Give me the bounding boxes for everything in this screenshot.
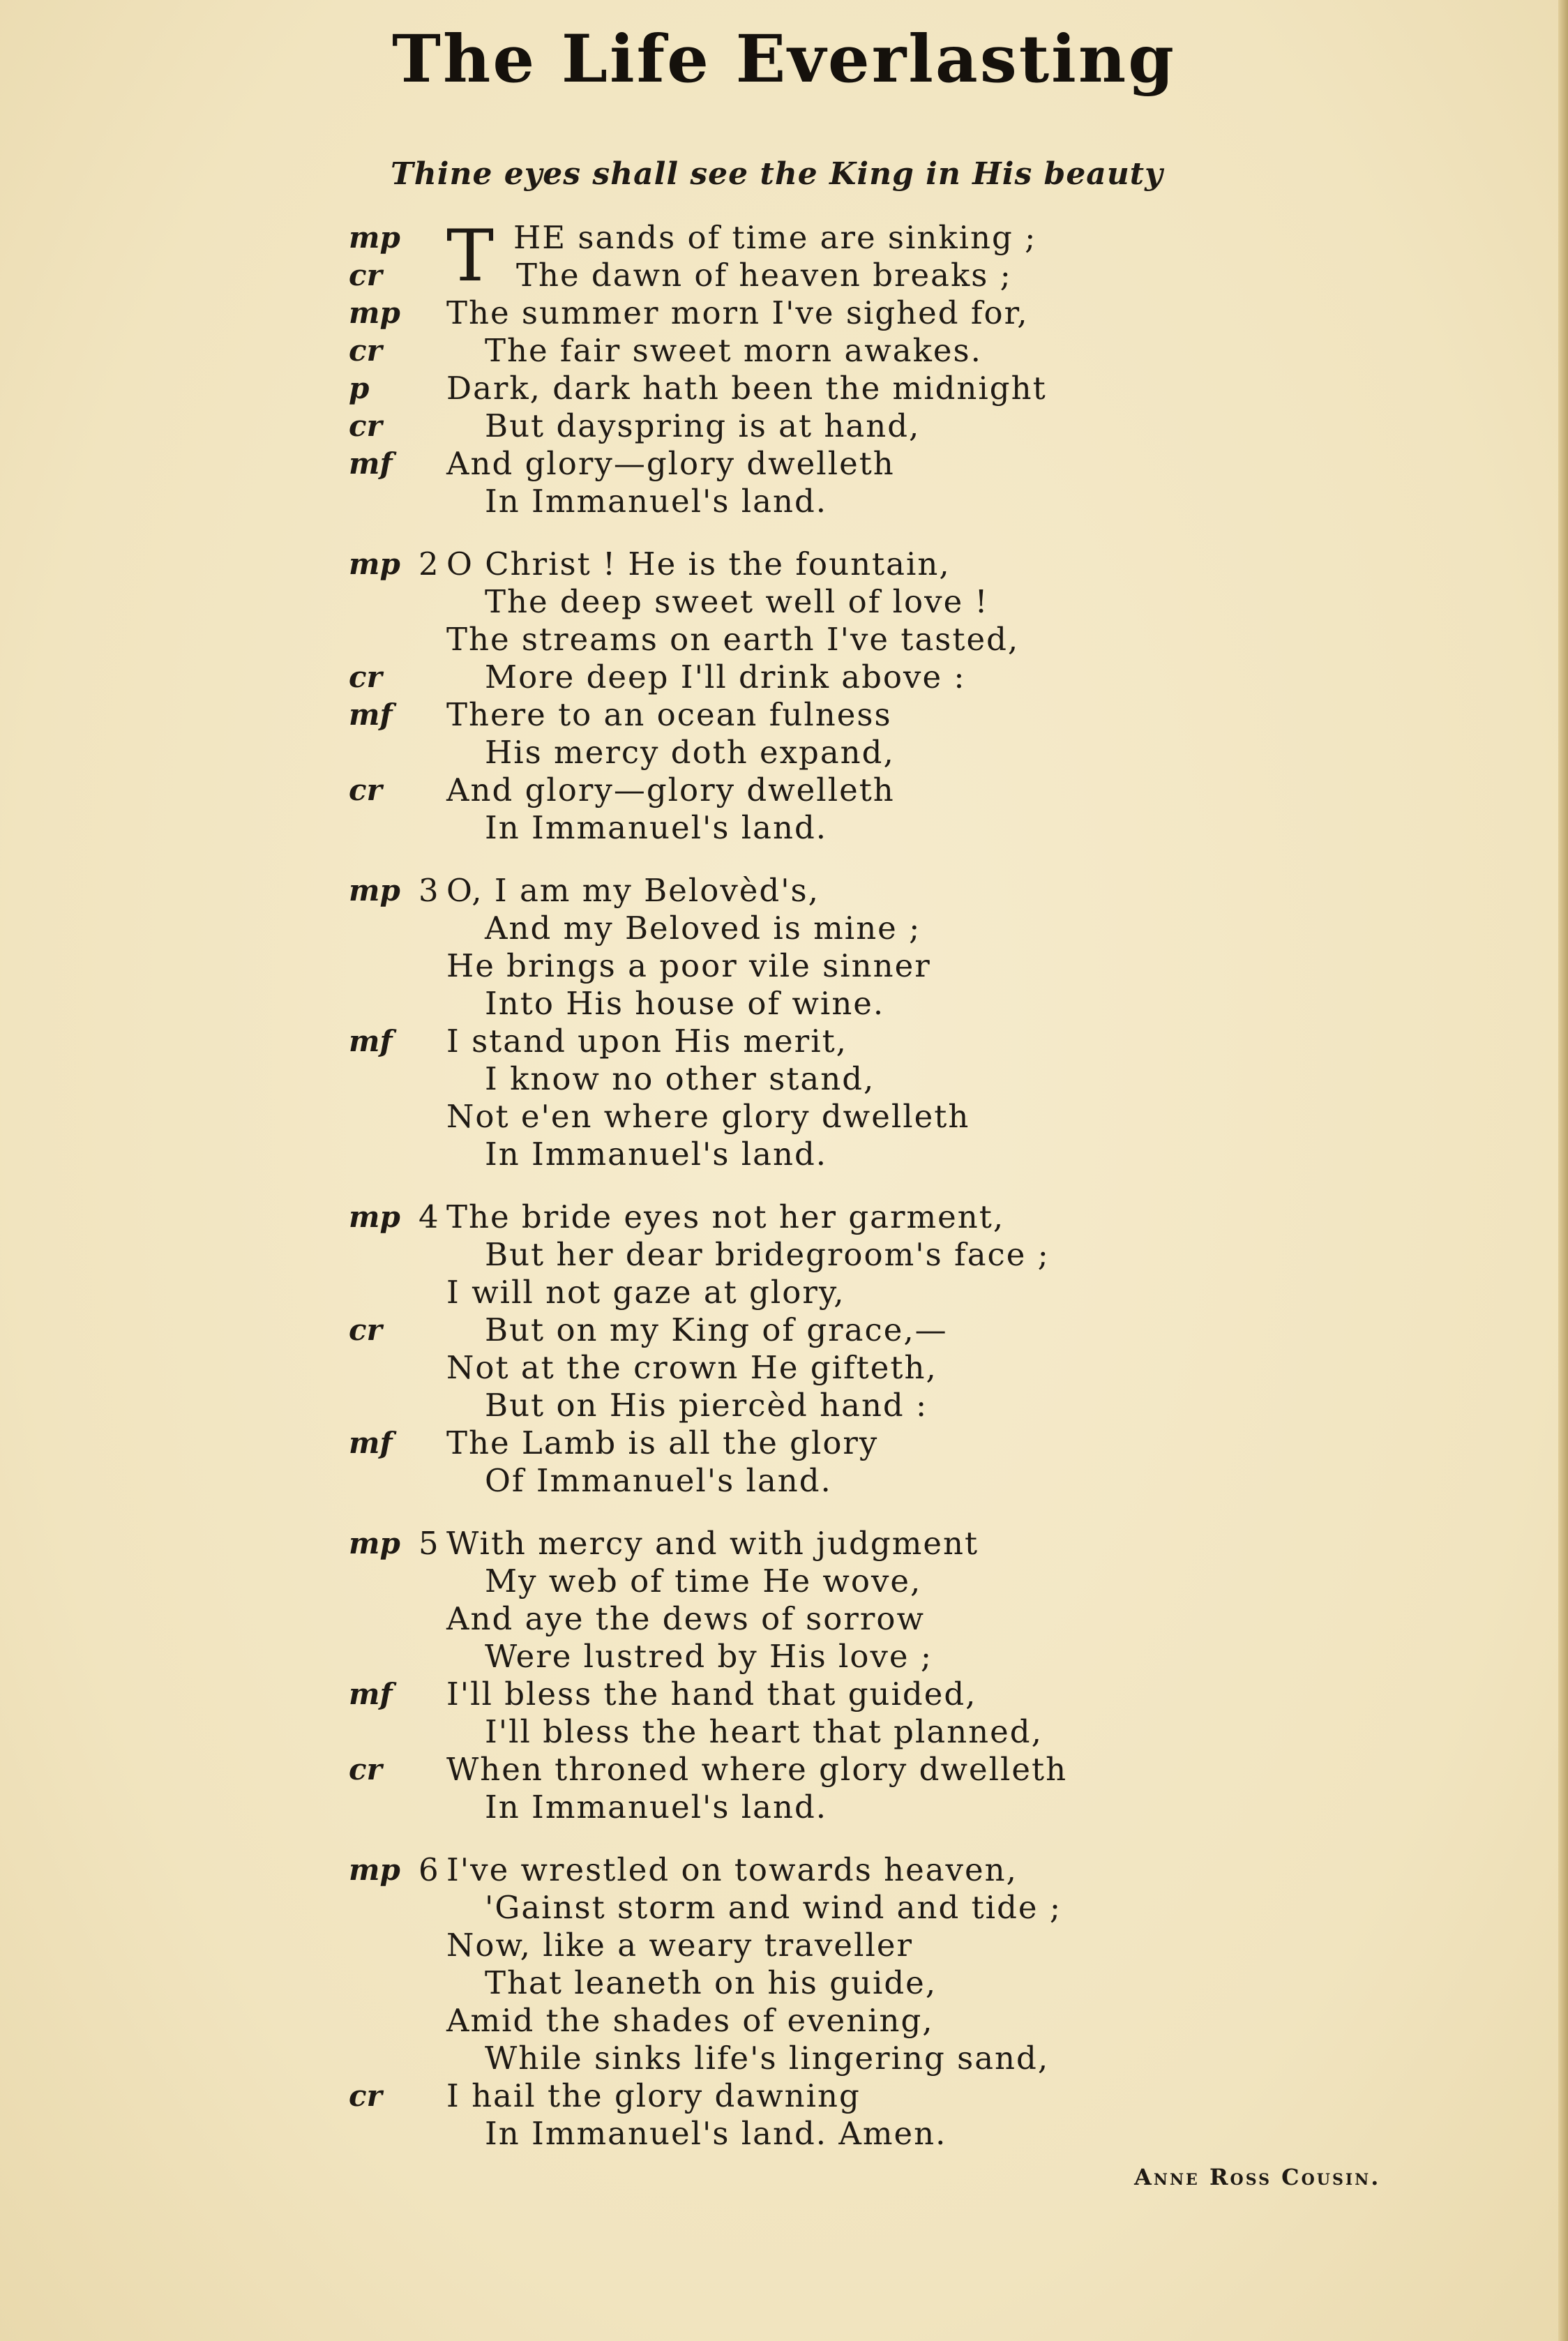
dynamic-marking: cr: [349, 773, 382, 807]
stanza-number: 4: [419, 1198, 439, 1235]
verse-text: Into His house of wine.: [485, 985, 885, 1022]
verse-text: O, I am my Belovèd's,: [446, 872, 820, 909]
dynamic-marking: mp: [349, 1853, 400, 1887]
verse-text: But her dear bridegroom's face ;: [485, 1236, 1050, 1273]
verse-text: I'll bless the hand that guided,: [446, 1676, 977, 1713]
verse-text: The dawn of heaven breaks ;: [516, 257, 1012, 294]
verse-text: Amid the shades of evening,: [446, 2002, 934, 2039]
verse-text: But dayspring is at hand,: [485, 407, 921, 444]
verse-text: There to an ocean fulness: [446, 696, 892, 733]
dynamic-marking: mp: [349, 220, 400, 255]
verse-text: And my Beloved is mine ;: [485, 910, 921, 947]
verse-text: His mercy doth expand,: [485, 734, 895, 771]
verse-text: The summer morn I've sighed for,: [446, 294, 1029, 331]
verse-text: 'Gainst storm and wind and tide ;: [485, 1889, 1062, 1926]
dynamic-marking: cr: [349, 1313, 382, 1347]
dynamic-marking: mf: [349, 446, 393, 481]
verse-text: Not at the crown He gifteth,: [446, 1349, 937, 1386]
dynamic-marking: mp: [349, 547, 400, 581]
verse-text: And aye the dews of sorrow: [446, 1600, 925, 1637]
hymn-title: The Life Everlasting: [392, 21, 1176, 98]
verse-text: I hail the glory dawning: [446, 2077, 861, 2114]
verse-text: My web of time He wove,: [485, 1563, 922, 1599]
dynamic-marking: mp: [349, 1200, 400, 1234]
verse-text: He brings a poor vile sinner: [446, 947, 931, 984]
stanza-number: 6: [419, 1851, 439, 1888]
dynamic-marking: cr: [349, 2079, 382, 2113]
verse-text: Not e'en where glory dwelleth: [446, 1098, 970, 1135]
stanza-number: 2: [419, 545, 439, 582]
verse-text: In Immanuel's land. Amen.: [485, 2115, 947, 2152]
dynamic-marking: p: [349, 371, 370, 405]
verse-text: When throned where glory dwelleth: [446, 1751, 1068, 1788]
author-attribution: Anne Ross Cousin.: [1134, 2164, 1381, 2190]
verse-text: And glory—glory dwelleth: [446, 771, 895, 808]
epigraph: Thine eyes shall see the King in His beauty: [391, 156, 1163, 192]
verse-text: In Immanuel's land.: [485, 483, 828, 520]
verse-text: The fair sweet morn awakes.: [485, 332, 982, 369]
page-edge: [1558, 0, 1568, 2341]
verse-text: Were lustred by His love ;: [485, 1638, 933, 1675]
verse-text: With mercy and with judgment: [446, 1525, 979, 1562]
verse-text: I stand upon His merit,: [446, 1023, 847, 1060]
verse-text: Dark, dark hath been the midnight: [446, 370, 1047, 407]
dynamic-marking: cr: [349, 333, 382, 368]
verse-text: I'll bless the heart that planned,: [485, 1713, 1043, 1750]
dynamic-marking: cr: [349, 409, 382, 443]
drop-cap: T: [446, 215, 495, 298]
verse-text: The bride eyes not her garment,: [446, 1198, 1005, 1235]
verse-text: The deep sweet well of love !: [485, 583, 989, 620]
verse-text: In Immanuel's land.: [485, 1136, 828, 1173]
verse-text: While sinks life's lingering sand,: [485, 2040, 1050, 2077]
verse-text: In Immanuel's land.: [485, 1789, 828, 1826]
verse-text: O Christ ! He is the fountain,: [446, 545, 951, 582]
verse-text: The Lamb is all the glory: [446, 1424, 879, 1461]
verse-text: I know no other stand,: [485, 1060, 875, 1097]
verse-text: But on my King of grace,—: [485, 1311, 948, 1348]
verse-text: The streams on earth I've tasted,: [446, 621, 1020, 658]
dynamic-marking: mp: [349, 1526, 400, 1560]
dynamic-marking: mp: [349, 296, 400, 330]
verse-text: More deep I'll drink above :: [485, 658, 966, 695]
dynamic-marking: mp: [349, 873, 400, 908]
verse-text: I've wrestled on towards heaven,: [446, 1851, 1018, 1888]
dynamic-marking: mf: [349, 1426, 393, 1460]
stanza-number: 5: [419, 1525, 439, 1562]
dynamic-marking: mf: [349, 1024, 393, 1058]
verse-text: Of Immanuel's land.: [485, 1462, 832, 1499]
verse-text: And glory—glory dwelleth: [446, 445, 895, 482]
dynamic-marking: cr: [349, 258, 382, 292]
dynamic-marking: cr: [349, 660, 382, 694]
verse-text: In Immanuel's land.: [485, 809, 828, 846]
verse-text: But on His piercèd hand :: [485, 1387, 928, 1424]
verse-text: Now, like a weary traveller: [446, 1927, 913, 1964]
verse-text: I will not gaze at glory,: [446, 1274, 845, 1311]
dynamic-marking: mf: [349, 698, 393, 732]
dynamic-marking: mf: [349, 1677, 393, 1711]
stanza-number: 3: [419, 872, 439, 909]
dynamic-marking: cr: [349, 1752, 382, 1786]
verse-text: That leaneth on his guide,: [485, 1964, 937, 2001]
verse-text: HE sands of time are sinking ;: [513, 219, 1037, 256]
